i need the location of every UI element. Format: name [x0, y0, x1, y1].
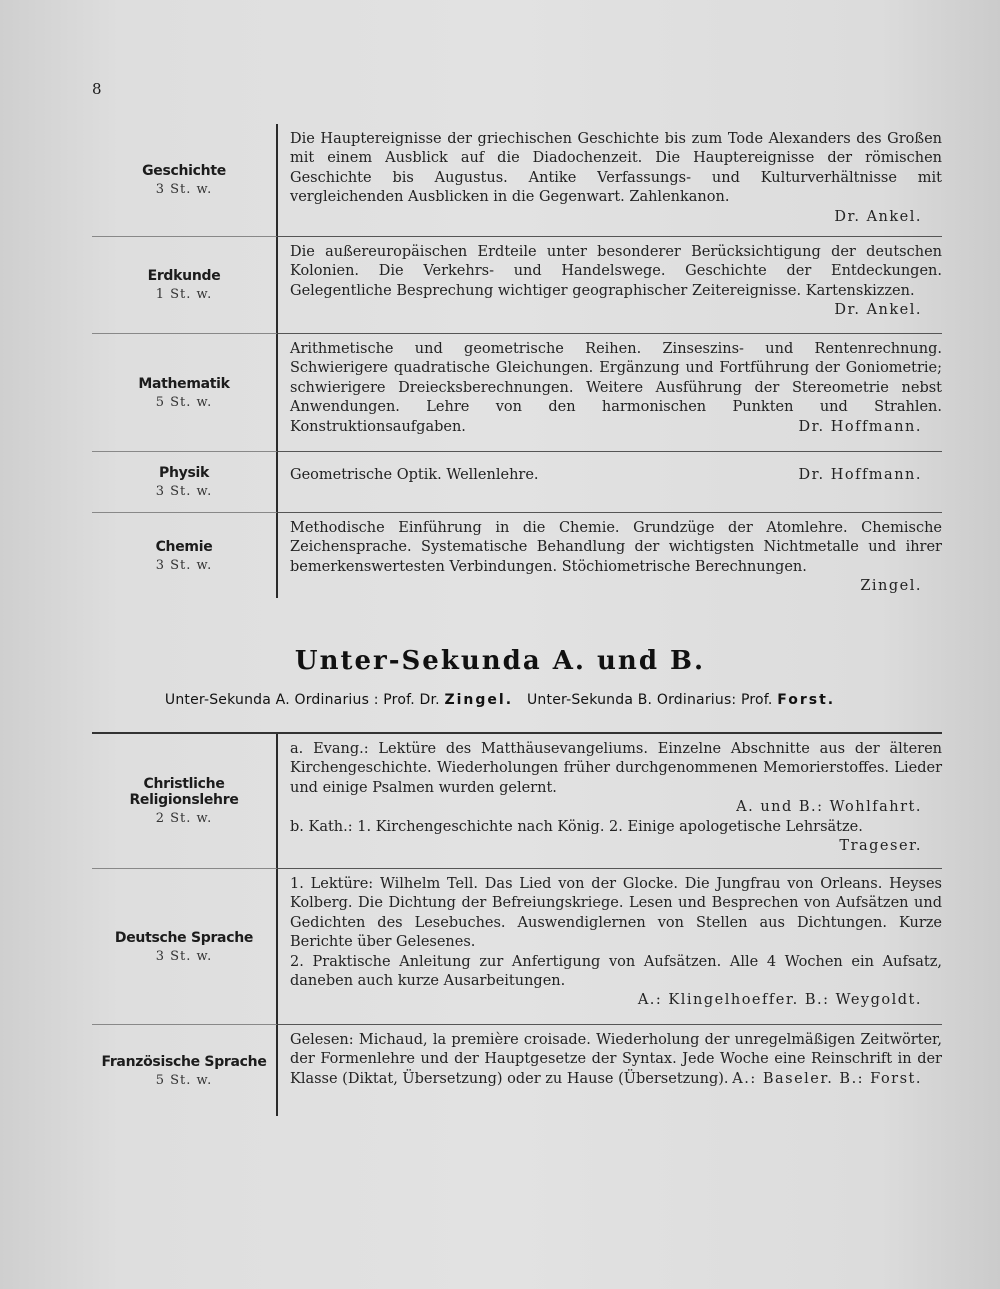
teacher-name: A. und B.: Wohlfahrt. — [736, 799, 922, 816]
ordinarius-a-name: Zingel. — [444, 692, 514, 708]
subject-hours: 2 St. w. — [155, 811, 213, 826]
table-row — [92, 236, 942, 333]
content-text: Die außereuropäischen Erdteile unter besonderer Berücksichtigung der deutschen Kolonien. Die Verkehrs- und Handelswege. Geschichte der Entdeckungen. Gelegentliche Besprechung wichtiger geographischer Zeitereignisse. Kartenskizzen. — [290, 244, 942, 299]
content-cell — [278, 236, 942, 333]
table-row — [92, 124, 942, 236]
table-row — [92, 451, 942, 512]
content-text — [290, 818, 942, 855]
content-text: Die Hauptereignisse der griechischen Geschichte bis zum Tode Alexanders des Großen mit einem Ausblick auf die Diadochenzeit. Die Hauptereignisse der römischen Geschichte bis Augustus. Antike Verfassungs- und Kulturverhältnisse mit vergleichenden Ausblicken in die Gegenwart. Zahlenkanon. — [290, 131, 942, 206]
subject-hours: 3 St. w. — [155, 948, 213, 964]
page-number: 8 — [92, 80, 102, 98]
subject-hours: 5 St. w. — [155, 1072, 213, 1088]
teacher-name: Zingel. — [860, 578, 922, 595]
teacher-name: Dr. Hoffmann. — [798, 467, 922, 483]
content-text: Arithmetische und geometrische Reihen. Zinseszins- und Rentenrechnung. Schwierigere quadratische Gleichungen. Ergänzung und Fortführung der Goniometrie; schwierigere Dreiecksberechnungen. Weitere Ausführung der Stereometrie nebst Anwendungen. Lehre von den harmonischen Punkten und Strahlen. Konstruktionsaufgaben. — [290, 341, 942, 435]
subject-hours: 3 St. w. — [155, 182, 213, 197]
teacher-name: Dr. Hoffmann. — [798, 418, 922, 435]
table-row — [92, 333, 942, 451]
subject-cell — [92, 451, 278, 512]
subject-name: Deutsche Sprache — [114, 929, 254, 946]
subject-cell — [92, 124, 278, 236]
teacher-name: A.: Klingelhoeffer. B.: Weygoldt. — [637, 992, 922, 1009]
content-cell — [278, 333, 942, 451]
ordinarius-a-label: Unter-Sekunda A. Ordinarius : Prof. Dr. — [164, 692, 440, 708]
content-cell — [278, 868, 942, 1024]
subject-cell — [92, 734, 278, 868]
curriculum-table-top — [92, 124, 942, 598]
subject-hours: 1 St. w. — [155, 287, 213, 302]
curriculum-table-bottom — [92, 732, 942, 1116]
content-cell — [278, 451, 942, 512]
subject-cell — [92, 236, 278, 333]
content-text: a. Evang.: Lektüre des Matthäusevangeliums. Einzelne Abschnitte aus der älteren Kirchengeschichte. Wiederholungen früher durchgenommenen Memorierstoffes. Lieder und einige Psalmen wurden gelernt. — [290, 741, 942, 796]
teacher-name: Trageser. — [839, 838, 922, 855]
teacher-name: Dr. Ankel. — [834, 208, 922, 225]
teacher-name: A.: Baseler. B.: Forst. — [732, 1070, 922, 1087]
subject-name: Französische Sprache — [101, 1053, 267, 1070]
content-text: 2. Praktische Anleitung zur Anfertigung von Aufsätzen. Alle 4 Wochen ein Aufsatz, daneben auch kurze Ausarbeitungen. — [290, 953, 942, 990]
content-cell — [278, 512, 942, 598]
subject-name: Geschichte — [142, 163, 226, 179]
subject-hours: 3 St. w. — [155, 484, 213, 499]
subject-name: Physik — [159, 465, 209, 481]
section-heading: Unter-Sekunda A. und B. — [294, 646, 706, 676]
subject-cell — [92, 512, 278, 598]
content-cell — [278, 1024, 942, 1116]
ordinarius-b-name: Forst. — [777, 692, 836, 708]
content-cell — [278, 734, 942, 868]
table-row — [92, 512, 942, 598]
content-text: Gelesen: Michaud, la première croisade. Wiederholung der unregelmäßigen Zeitwörter, der Formenlehre und der Hauptgesetze der Syntax. Jede Woche eine Reinschrift in der Klasse (Diktat, Übersetzung) oder zu Hause (Übersetzung). — [290, 1032, 942, 1087]
content-text-part: b. Kath.: 1. Kirchengeschichte nach König. 2. Einige apologetische Lehrsätze. — [290, 818, 863, 835]
table-row — [92, 734, 942, 868]
table-row — [92, 1024, 942, 1116]
subject-name: Chemie — [155, 538, 213, 555]
subject-name: Christliche Religionslehre — [129, 776, 239, 808]
subject-name: Erdkunde — [147, 268, 221, 284]
content-text: Geometrische Optik. Wellenlehre. — [290, 467, 539, 483]
subject-cell — [92, 868, 278, 1024]
subject-cell — [92, 333, 278, 451]
subject-name: Mathematik — [138, 375, 230, 392]
subject-hours: 5 St. w. — [155, 394, 213, 410]
subject-hours: 3 St. w. — [155, 557, 213, 573]
subject-cell — [92, 1024, 278, 1116]
teacher-name: Dr. Ankel. — [834, 302, 922, 319]
content-text: 1. Lektüre: Wilhelm Tell. Das Lied von der Glocke. Die Jungfrau von Orleans. Heyses Kolberg. Die Dichtung der Befreiungskriege. Lesen und Besprechen von Aufsätzen und Gedichten des Lesebuches. Auswendiglernen von Stellen aus Dichtungen. Kurze Berichte über Gelesenes. — [290, 876, 942, 951]
ordinarius-line — [0, 692, 1000, 708]
table-row — [92, 868, 942, 1024]
content-cell — [278, 124, 942, 236]
content-text: Methodische Einführung in die Chemie. Grundzüge der Atomlehre. Chemische Zeichensprache. Systematische Behandlung der wichtigsten Nichtmetalle und ihrer bemerkenswertesten Verbindungen. Stöchiometrische Berechnungen. — [290, 520, 942, 575]
ordinarius-b-label: Unter-Sekunda B. Ordinarius: Prof. — [526, 692, 773, 708]
